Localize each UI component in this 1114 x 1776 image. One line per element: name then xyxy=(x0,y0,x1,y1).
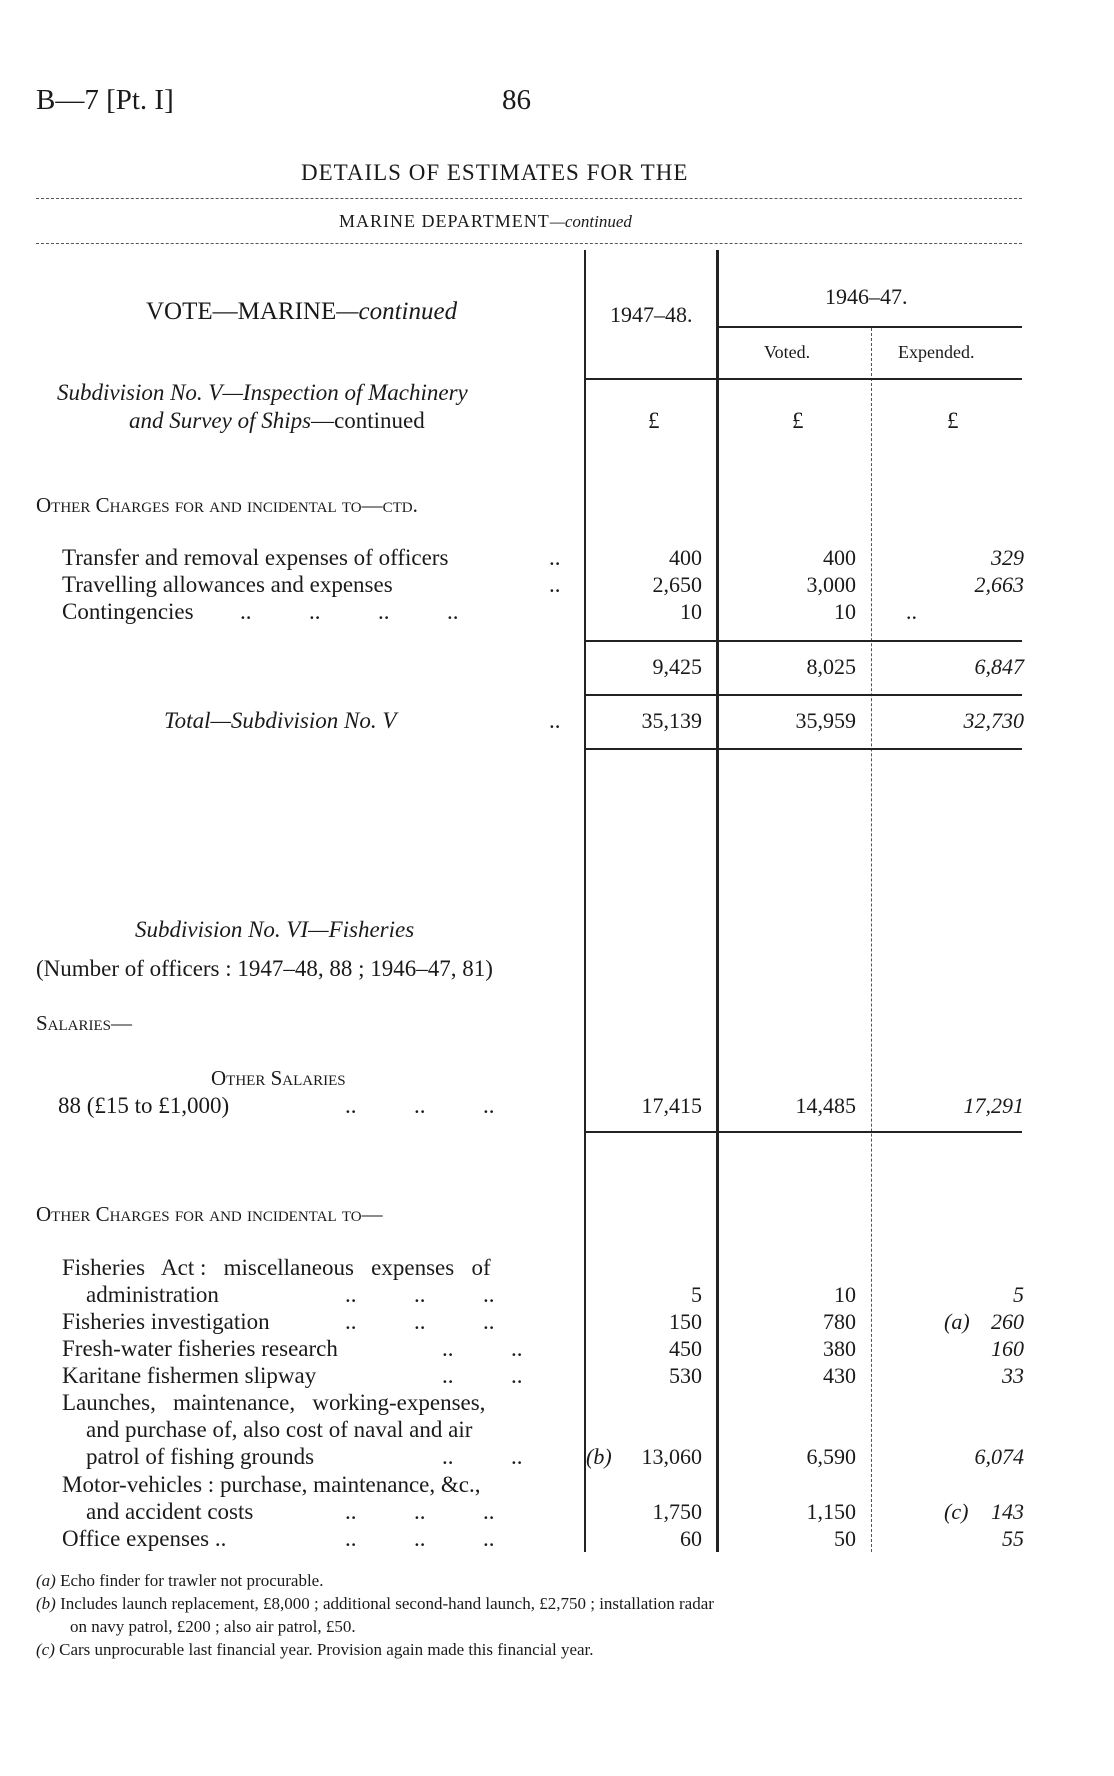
subdivision-v-line2-text: and Survey of Ships xyxy=(129,408,312,433)
footnote-b-continuation: on navy patrol, £200 ; also air patrol, £50. xyxy=(70,1617,356,1636)
total-subdivision-v-label: Total—Subdivision No. V xyxy=(164,708,397,733)
footnote-c xyxy=(36,1640,594,1660)
column-expended: Expended. xyxy=(898,342,975,362)
row-travelling-leader: .. xyxy=(549,572,561,597)
row-investigation-label: Fisheries investigation xyxy=(62,1309,270,1334)
row-fisheries-act-label-1: Fisheries Act : miscellaneous expenses of xyxy=(62,1255,491,1280)
row-travelling-expended: 2,663 xyxy=(974,572,1024,597)
row-karitane-1947: 530 xyxy=(669,1363,702,1388)
column-1947-48: 1947–48. xyxy=(610,302,693,327)
title-divider xyxy=(36,198,1022,199)
total-v-1947: 35,139 xyxy=(641,708,702,733)
footnote-a xyxy=(36,1571,323,1591)
row-fisheries-act-leader: .. .. .. xyxy=(345,1282,495,1307)
other-salaries-1947: 17,415 xyxy=(641,1093,702,1118)
other-salaries-expended: 17,291 xyxy=(963,1093,1024,1118)
row-investigation-1947: 150 xyxy=(669,1309,702,1334)
vote-title: VOTE—MARINE xyxy=(146,298,337,325)
row-contingencies-leader: .. .. .. .. xyxy=(240,599,459,624)
other-charges-ctd-heading: Other Charges for and incidental to—ctd. xyxy=(36,493,418,517)
row-karitane-label: Karitane fishermen slipway xyxy=(62,1363,317,1388)
vote-continued: —continued xyxy=(336,298,458,325)
pound-sign-col3: £ xyxy=(947,408,959,433)
subdivision-vi-title: Subdivision No. VI—Fisheries xyxy=(135,917,415,942)
row-office-leader: .. .. .. xyxy=(345,1526,495,1551)
column-header-bottom-rule xyxy=(586,378,1022,380)
row-travelling-voted: 3,000 xyxy=(806,572,856,597)
column-divider-2 xyxy=(716,250,719,1552)
row-freshwater-1947: 450 xyxy=(669,1336,702,1361)
footnote-c-mark: (c) xyxy=(36,1640,55,1659)
row-karitane-expended: 33 xyxy=(1002,1363,1024,1388)
row-karitane-leader: .. .. xyxy=(442,1363,523,1388)
footnote-b-text: Includes launch replacement, £8,000 ; additional second-hand launch, £2,750 ; installation radar xyxy=(60,1594,714,1613)
subtitle-divider xyxy=(36,243,1022,244)
note-c-marker: (c) xyxy=(944,1499,969,1524)
row-motor-label-1: Motor-vehicles : purchase, maintenance, &c., xyxy=(62,1472,481,1497)
note-a-marker: (a) xyxy=(944,1309,970,1334)
department-subtitle xyxy=(339,211,632,232)
total-v-rule xyxy=(586,748,1022,750)
row-investigation-expended: 260 xyxy=(991,1309,1024,1334)
total-v-voted: 35,959 xyxy=(795,708,856,733)
row-office-expended: 55 xyxy=(1002,1526,1024,1551)
row-motor-voted: 1,150 xyxy=(806,1499,856,1524)
row-office-1947: 60 xyxy=(680,1526,702,1551)
row-transfer-1947: 400 xyxy=(669,545,702,570)
footnote-a-text: Echo finder for trawler not procurable. xyxy=(60,1571,324,1590)
row-motor-leader: .. .. .. xyxy=(345,1499,495,1524)
footnote-b xyxy=(36,1594,714,1614)
department-name: MARINE DEPARTMENT xyxy=(339,211,550,231)
subdivision-vi-officers: (Number of officers : 1947–48, 88 ; 1946–47, 81) xyxy=(36,956,493,981)
footnote-a-mark: (a) xyxy=(36,1571,56,1590)
column-divider-3 xyxy=(871,328,872,1552)
pound-sign-col1: £ xyxy=(648,408,660,433)
pound-sign-col2: £ xyxy=(792,408,804,433)
column-1946-47: 1946–47. xyxy=(825,284,908,309)
subtotal-expended: 6,847 xyxy=(974,654,1024,679)
row-launches-leader: .. .. xyxy=(442,1444,523,1469)
row-freshwater-label: Fresh-water fisheries research xyxy=(62,1336,338,1361)
row-investigation-voted: 780 xyxy=(823,1309,856,1334)
row-transfer-label: Transfer and removal expenses of officers xyxy=(62,545,449,570)
row-launches-label-3: patrol of fishing grounds xyxy=(86,1444,315,1469)
row-investigation-leader: .. .. .. xyxy=(345,1309,495,1334)
row-transfer-expended: 329 xyxy=(991,545,1024,570)
footnote-c-text: Cars unprocurable last financial year. Provision again made this financial year. xyxy=(59,1640,594,1659)
row-fisheries-act-voted: 10 xyxy=(834,1282,856,1307)
salaries-rule xyxy=(586,1131,1022,1133)
other-salaries-leader: .. .. .. xyxy=(345,1093,495,1118)
row-transfer-leader: .. xyxy=(549,545,561,570)
row-office-voted: 50 xyxy=(834,1526,856,1551)
row-launches-label-2: and purchase of, also cost of naval and air xyxy=(86,1417,473,1442)
row-motor-expended: 143 xyxy=(991,1499,1024,1524)
row-transfer-voted: 400 xyxy=(823,545,856,570)
salaries-heading: Salaries— xyxy=(36,1011,133,1035)
row-launches-label-1: Launches, maintenance, working-expenses, xyxy=(62,1390,486,1415)
row-motor-label-2: and accident costs xyxy=(86,1499,254,1524)
subdivision-v-continued: —continued xyxy=(311,408,425,433)
row-fisheries-act-1947: 5 xyxy=(691,1282,702,1307)
subtotal-top-rule xyxy=(586,640,1022,642)
row-motor-1947: 1,750 xyxy=(652,1499,702,1524)
column-voted: Voted. xyxy=(764,342,811,362)
year-header-rule xyxy=(719,326,1022,328)
department-continued: —continued xyxy=(549,212,632,231)
subtotal-1947: 9,425 xyxy=(652,654,702,679)
row-contingencies-voted: 10 xyxy=(834,599,856,624)
subdivision-v-title-line1: Subdivision No. V—Inspection of Machinery xyxy=(57,380,468,405)
row-karitane-voted: 430 xyxy=(823,1363,856,1388)
row-freshwater-expended: 160 xyxy=(991,1336,1024,1361)
page-reference: B—7 [Pt. I] xyxy=(36,84,174,116)
total-v-expended: 32,730 xyxy=(963,708,1024,733)
other-salaries-voted: 14,485 xyxy=(795,1093,856,1118)
subdivision-v-title-line2 xyxy=(129,408,425,434)
row-launches-expended: 6,074 xyxy=(974,1444,1024,1469)
subtotal-bottom-rule xyxy=(586,694,1022,696)
row-launches-1947: 13,060 xyxy=(641,1444,702,1469)
row-contingencies-label: Contingencies xyxy=(62,599,194,624)
page-number: 86 xyxy=(502,84,531,116)
row-office-label: Office expenses .. xyxy=(62,1526,227,1551)
row-freshwater-voted: 380 xyxy=(823,1336,856,1361)
footnote-b-mark: (b) xyxy=(36,1594,56,1613)
other-charges-heading: Other Charges for and incidental to— xyxy=(36,1202,383,1226)
subtotal-voted: 8,025 xyxy=(806,654,856,679)
row-launches-voted: 6,590 xyxy=(806,1444,856,1469)
row-freshwater-leader: .. .. xyxy=(442,1336,523,1361)
page-title: DETAILS OF ESTIMATES FOR THE xyxy=(301,160,689,185)
row-travelling-label: Travelling allowances and expenses xyxy=(62,572,393,597)
vote-heading xyxy=(146,298,457,326)
note-b-marker: (b) xyxy=(586,1444,612,1469)
row-fisheries-act-expended: 5 xyxy=(1013,1282,1024,1307)
row-contingencies-expended: .. xyxy=(906,599,917,624)
row-contingencies-1947: 10 xyxy=(680,599,702,624)
other-salaries-label: 88 (£15 to £1,000) xyxy=(58,1093,230,1118)
other-salaries-heading: Other Salaries xyxy=(211,1066,346,1090)
row-travelling-1947: 2,650 xyxy=(652,572,702,597)
total-subdivision-v-leader: .. xyxy=(549,708,561,733)
row-fisheries-act-label-2: administration xyxy=(86,1282,219,1307)
